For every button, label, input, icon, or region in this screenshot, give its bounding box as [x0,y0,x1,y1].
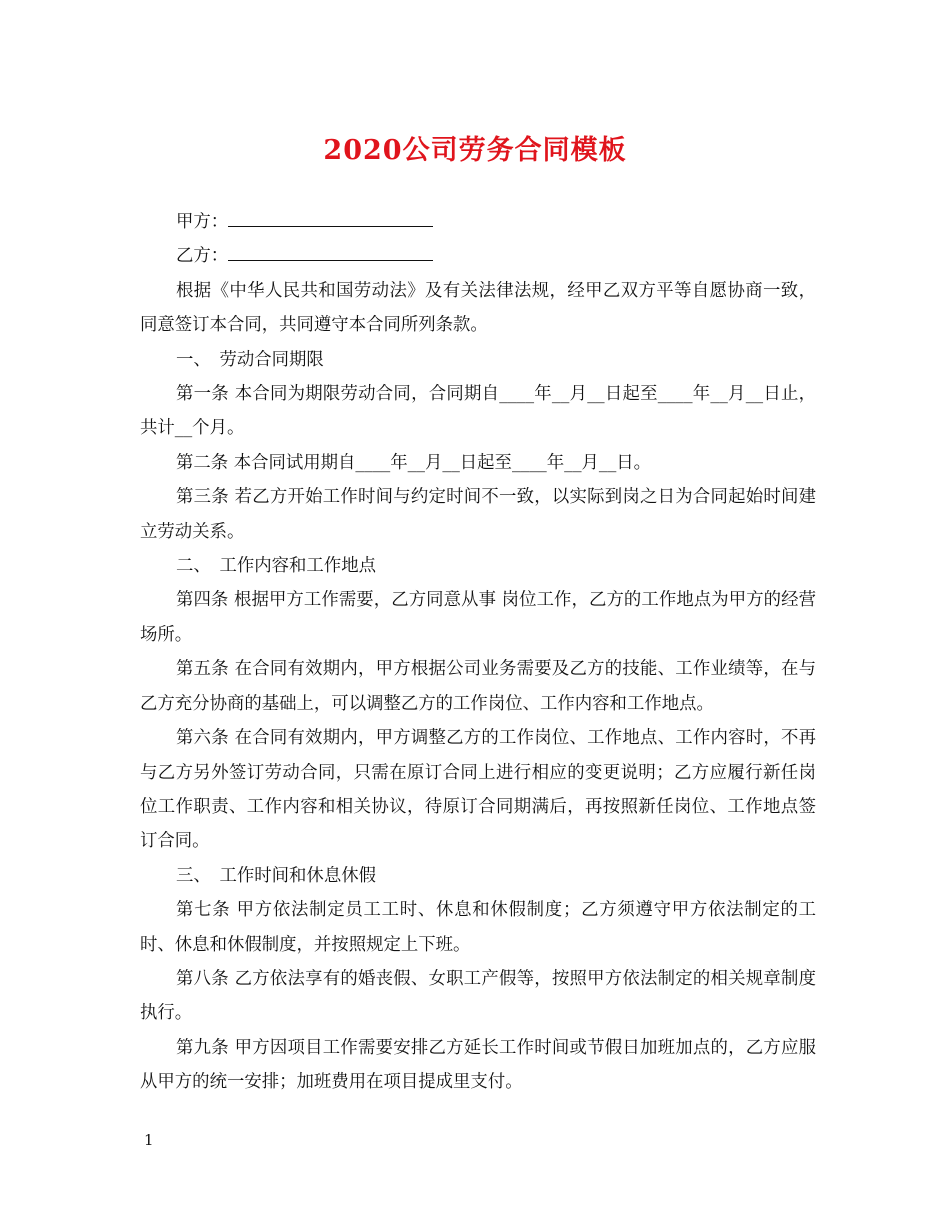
section-heading-1: 一、 劳动合同期限 [176,349,324,370]
party-b-label: 乙方： [176,246,229,267]
clause-8: 第八条 乙方依法享有的婚丧假、女职工产假等，按照甲方依法制定的相关规章制度执行。 [140,968,816,1024]
preamble-paragraph: 根据《中华人民共和国劳动法》及有关法律法规，经甲乙双方平等自愿协商一致，同意签订本合同，共同遵守本合同所列条款。 [140,280,816,336]
clause-6: 第六条 在合同有效期内，甲方调整乙方的工作岗位、工作地点、工作内容时，不再与乙方另外签订劳动合同，只需在原订合同上进行相应的变更说明；乙方应履行新任岗位工作职责、工作内容和相关协议，待原订合同期满后，再按照新任岗位、工作地点签订合同。 [140,728,816,852]
clause-7: 第七条 甲方依法制定员工工时、休息和休假制度；乙方须遵守甲方依法制定的工时、休息和休假制度，并按照规定上下班。 [140,900,816,955]
section-heading-2: 二、 工作内容和工作地点 [176,556,376,577]
document-body [140,205,816,1100]
party-a-line [140,205,816,239]
party-a-label: 甲方： [176,212,229,232]
clause-3: 第三条 若乙方开始工作时间与约定时间不一致，以实际到岗之日为合同起始时间建立劳动关系。 [140,487,816,542]
document-title: 2020公司劳务合同模板 [323,135,627,166]
party-a-blank [228,206,433,227]
party-b-line [140,239,816,273]
clause-1: 第一条 本合同为期限劳动合同，合同期自____年__月__日起至____年__月__日止，共计__个月。 [140,384,816,439]
clause-5: 第五条 在合同有效期内，甲方根据公司业务需要及乙方的技能、工作业绩等，在与乙方充分协商的基础上，可以调整乙方的工作岗位、工作内容和工作地点。 [140,659,816,714]
clause-2: 第二条 本合同试用期自____年__月__日起至____年__月__日。 [176,452,652,473]
page-number: 1 [144,1131,154,1149]
party-b-blank [228,240,433,261]
clause-4: 第四条 根据甲方工作需要，乙方同意从事 岗位工作，乙方的工作地点为甲方的经营场所。 [140,590,816,645]
clause-9: 第九条 甲方因项目工作需要安排乙方延长工作时间或节假日加班加点的，乙方应服从甲方的统一安排；加班费用在项目提成里支付。 [140,1037,816,1093]
section-heading-3: 三、 工作时间和休息休假 [176,865,376,886]
